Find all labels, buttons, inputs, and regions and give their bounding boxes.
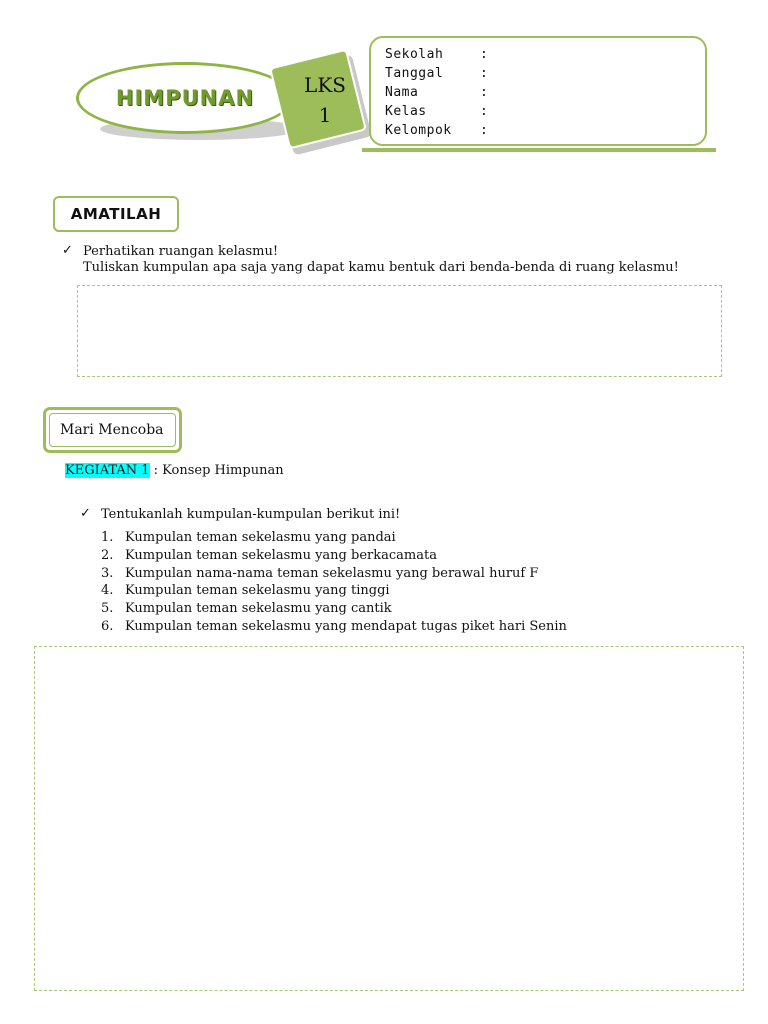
- list-item: 6. Kumpulan teman sekelasmu yang mendapat tugas piket hari Senin: [101, 618, 567, 634]
- list-item: 1. Kumpulan teman sekelasmu yang pandai: [101, 530, 396, 545]
- info-field-kelompok[interactable]: Kelompok :: [385, 123, 489, 138]
- checkmark-icon: ✓: [62, 243, 73, 258]
- amatilah-heading: AMATILAH: [53, 196, 179, 232]
- list-item: 5. Kumpulan teman sekelasmu yang cantik: [101, 601, 392, 617]
- kegiatan-heading: [65, 463, 284, 478]
- mari-mencoba-heading: Mari Mencoba: [49, 413, 176, 447]
- kegiatan-title: : Konsep Himpunan: [149, 463, 284, 478]
- list-item: 4. Kumpulan teman sekelasmu yang tinggi: [101, 583, 390, 599]
- amatilah-line-2: Tuliskan kumpulan apa saja yang dapat kamu bentuk dari benda-benda di ruang kelasmu!: [83, 260, 679, 275]
- task-answer-box[interactable]: [34, 646, 744, 991]
- info-field-sekolah[interactable]: Sekolah :: [385, 47, 489, 62]
- list-item: 2. Kumpulan teman sekelasmu yang berkacamata: [101, 547, 437, 563]
- amatilah-line-1: Perhatikan ruangan kelasmu!: [83, 244, 279, 259]
- page-title: HIMPUNAN: [115, 86, 255, 110]
- info-field-nama[interactable]: Nama :: [385, 85, 489, 100]
- amatilah-answer-box[interactable]: [77, 285, 722, 377]
- task-instruction: Tentukanlah kumpulan-kumpulan berikut ini!: [101, 507, 401, 522]
- lks-label: LKS: [304, 73, 346, 97]
- lks-number: 1: [318, 103, 332, 127]
- student-info-fields: [385, 45, 488, 140]
- kegiatan-label: KEGIATAN 1: [65, 463, 150, 478]
- list-item: 3. Kumpulan nama-nama teman sekelasmu yang berawal huruf F: [101, 565, 539, 581]
- title-ellipse: [76, 62, 294, 134]
- info-field-tanggal[interactable]: Tanggal :: [385, 66, 489, 81]
- checkmark-icon: ✓: [80, 506, 91, 521]
- amatilah-instructions: [83, 244, 679, 276]
- task-list: [101, 529, 567, 636]
- lks-badge-label: [290, 70, 360, 130]
- info-field-kelas[interactable]: Kelas :: [385, 104, 489, 119]
- info-box-underline: [362, 148, 716, 152]
